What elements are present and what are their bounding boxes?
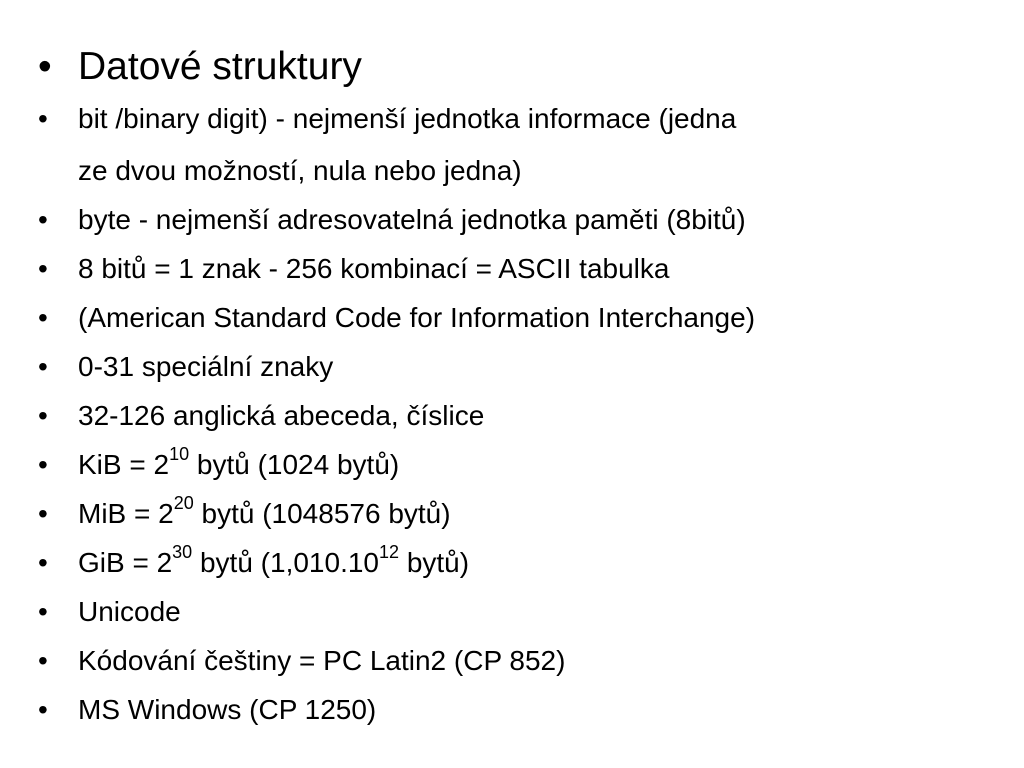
item-text-post: bytů (1024 bytů) [189,449,400,480]
bullet-icon: • [38,204,48,235]
item-text: 0-31 speciální znaky [78,351,334,382]
item-text-post: bytů) [399,547,470,578]
list-item-kib [38,443,998,484]
item-text: 8 bitů = 1 znak - 256 kombinací = ASCII tabulka [78,253,670,284]
slide-title: Datové struktury [78,45,362,88]
item-text-line2: ze dvou možností, nula nebo jedna) [78,155,522,186]
item-text-pre: GiB = 2 [78,547,173,578]
exponent: 30 [172,541,193,562]
exponent: 10 [169,443,190,464]
item-text: Unicode [78,596,181,627]
item-text-pre: KiB = 2 [78,449,170,480]
bullet-list [38,42,998,740]
item-text-mid: bytů (1,010.10 [192,547,380,578]
list-item-bit [38,93,998,197]
list-item-mib [38,492,998,533]
list-item-8bits [38,250,998,288]
exponent-2: 12 [379,541,400,562]
item-text-post: bytů (1048576 bytů) [193,498,451,529]
list-item-latin2 [38,642,998,680]
bullet-icon: • [38,400,48,431]
bullet-icon: • [38,351,48,382]
bullet-icon: • [38,547,48,578]
bullet-icon: • [38,45,52,88]
list-item-unicode [38,593,998,631]
list-item-special-chars [38,348,998,386]
item-text: byte - nejmenší adresovatelná jednotka paměti (8bitů) [78,204,746,235]
item-text-pre: MiB = 2 [78,498,174,529]
list-item-gib [38,541,998,582]
item-text: Kódování češtiny = PC Latin2 (CP 852) [78,645,566,676]
exponent: 20 [173,492,194,513]
item-text: MS Windows (CP 1250) [78,694,377,725]
item-text: (American Standard Code for Information Interchange) [78,302,756,333]
bullet-icon: • [38,694,48,725]
bullet-icon: • [38,302,48,333]
bullet-icon: • [38,498,48,529]
bullet-icon: • [38,645,48,676]
list-item-alphabet [38,397,998,435]
bullet-icon: • [38,596,48,627]
bullet-icon: • [38,253,48,284]
bullet-icon: • [38,449,48,480]
item-text: 32-126 anglická abeceda, číslice [78,400,485,431]
list-item-windows [38,691,998,729]
list-item-ascii [38,299,998,337]
list-item-title [38,42,998,92]
list-item-byte [38,201,998,239]
item-text-line1: bit /binary digit) - nejmenší jednotka informace (jedna [78,103,737,134]
bullet-icon: • [38,103,48,134]
